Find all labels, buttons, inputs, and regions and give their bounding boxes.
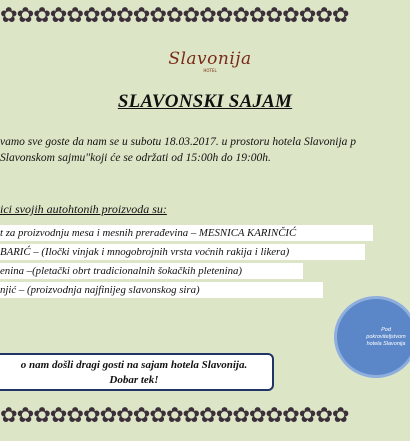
sponsor-text: Pod pokroviteljstvom hotela Slavonija — [366, 326, 406, 347]
exhibitor-item: enina –(pletački obrt tradicionalnih šokačkih pletenina) — [0, 263, 303, 279]
logo-name: Slavonija — [168, 49, 252, 69]
intro-text-1: vamo sve goste da nam se u subotu 18.03.2017. u prostoru hotela Slavonija p — [0, 136, 357, 148]
exhibitor-list — [0, 225, 373, 301]
intro-line-2 — [0, 150, 410, 166]
sponsor-badge — [334, 296, 410, 378]
welcome-line-2: Dobar tek! — [109, 374, 159, 386]
intro-paragraph — [0, 134, 410, 166]
exhibitor-item: njić – (proizvodnja najfinijeg slavonskog sira) — [0, 282, 323, 298]
intro-text-2: Slavonskom sajmu"koji će se održati od 15:00h do 19:00h. — [0, 152, 271, 164]
welcome-line-1: o nam došli dragi gosti na sajam hotela Slavonija. — [20, 359, 248, 371]
page-title: SLAVONSKI SAJAM — [117, 91, 293, 112]
welcome-box — [0, 353, 274, 391]
hotel-logo — [150, 50, 270, 73]
exhibitor-item: BARIĆ – (Iločki vinjak i mnogobrojnih vrsta voćnih rakija i likera) — [0, 244, 365, 260]
exhibitors-heading: ici svojih autohtonih proizvoda su: — [0, 202, 167, 216]
decorative-border-bottom: ✿✿✿✿✿✿✿✿✿✿✿✿✿✿✿✿✿✿✿✿✿ — [0, 403, 349, 427]
intro-line-1 — [0, 134, 410, 150]
exhibitor-item: t za proizvodnju mesa i mesnih prerađevina – MESNICA KARINČIĆ — [0, 225, 373, 241]
decorative-border-top: ✿✿✿✿✿✿✿✿✿✿✿✿✿✿✿✿✿✿✿✿✿ — [0, 3, 349, 27]
logo-subtitle: HOTEL — [203, 68, 217, 73]
